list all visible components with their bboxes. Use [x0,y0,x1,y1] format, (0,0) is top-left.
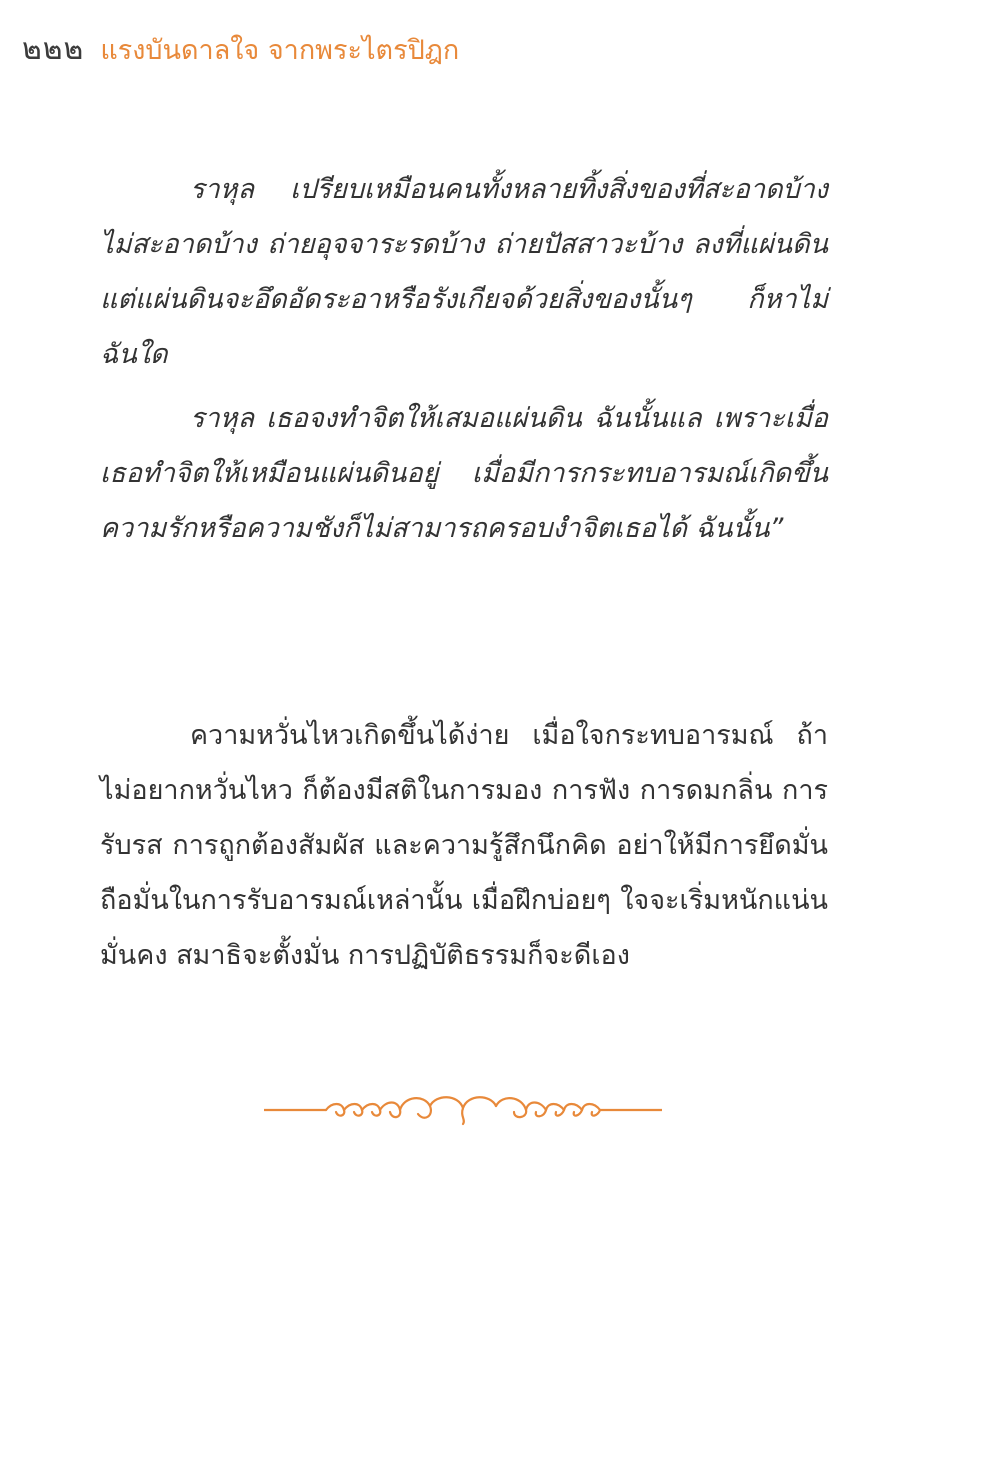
quote-paragraph: ราหุล เธอจงทำจิตให้เสมอแผ่นดิน ฉันนั้นแล เพราะเมื่อเธอทำจิตให้เหมือนแผ่นดินอยู่ เมื่อมีการกระทบอารมณ์เกิดขึ้น ความรักหรือความชังก็ไม่สามารถครอบงำจิตเธอได้ ฉันนั้น” [100,403,828,544]
body-paragraph: ความหวั่นไหวเกิดขึ้นได้ง่าย เมื่อใจกระทบอารมณ์ ถ้าไม่อยากหวั่นไหว ก็ต้องมีสติในการมอง การฟัง การดมกลิ่น การรับรส การถูกต้องสัมผัส และความรู้สึกนึกคิด อย่าให้มีการยึดมั่นถือมั่นในการรับอารมณ์เหล่านั้น เมื่อฝึกบ่อยๆ ใจจะเริ่มหนักแน่นมั่นคง สมาธิจะตั้งมั่น การปฏิบัติธรรมก็จะดีเอง [100,720,828,971]
flourish-divider-icon [264,1090,662,1130]
book-title: แรงบันดาลใจ จากพระไตรปิฎก [100,35,460,66]
quote-block [100,162,828,565]
body-text [100,708,828,983]
page-number: ๒๒๒ [22,32,85,67]
quote-paragraph: ราหุล เปรียบเหมือนคนทั้งหลายทิ้งสิ่งของที่สะอาดบ้าง ไม่สะอาดบ้าง ถ่ายอุจจาระรดบ้าง ถ่ายปัสสาวะบ้าง ลงที่แผ่นดิน แต่แผ่นดินจะอึดอัดระอาหรือรังเกียจด้วยสิ่งของนั้นๆ ก็หาไม่ ฉันใด [100,174,828,370]
running-header [22,26,459,76]
